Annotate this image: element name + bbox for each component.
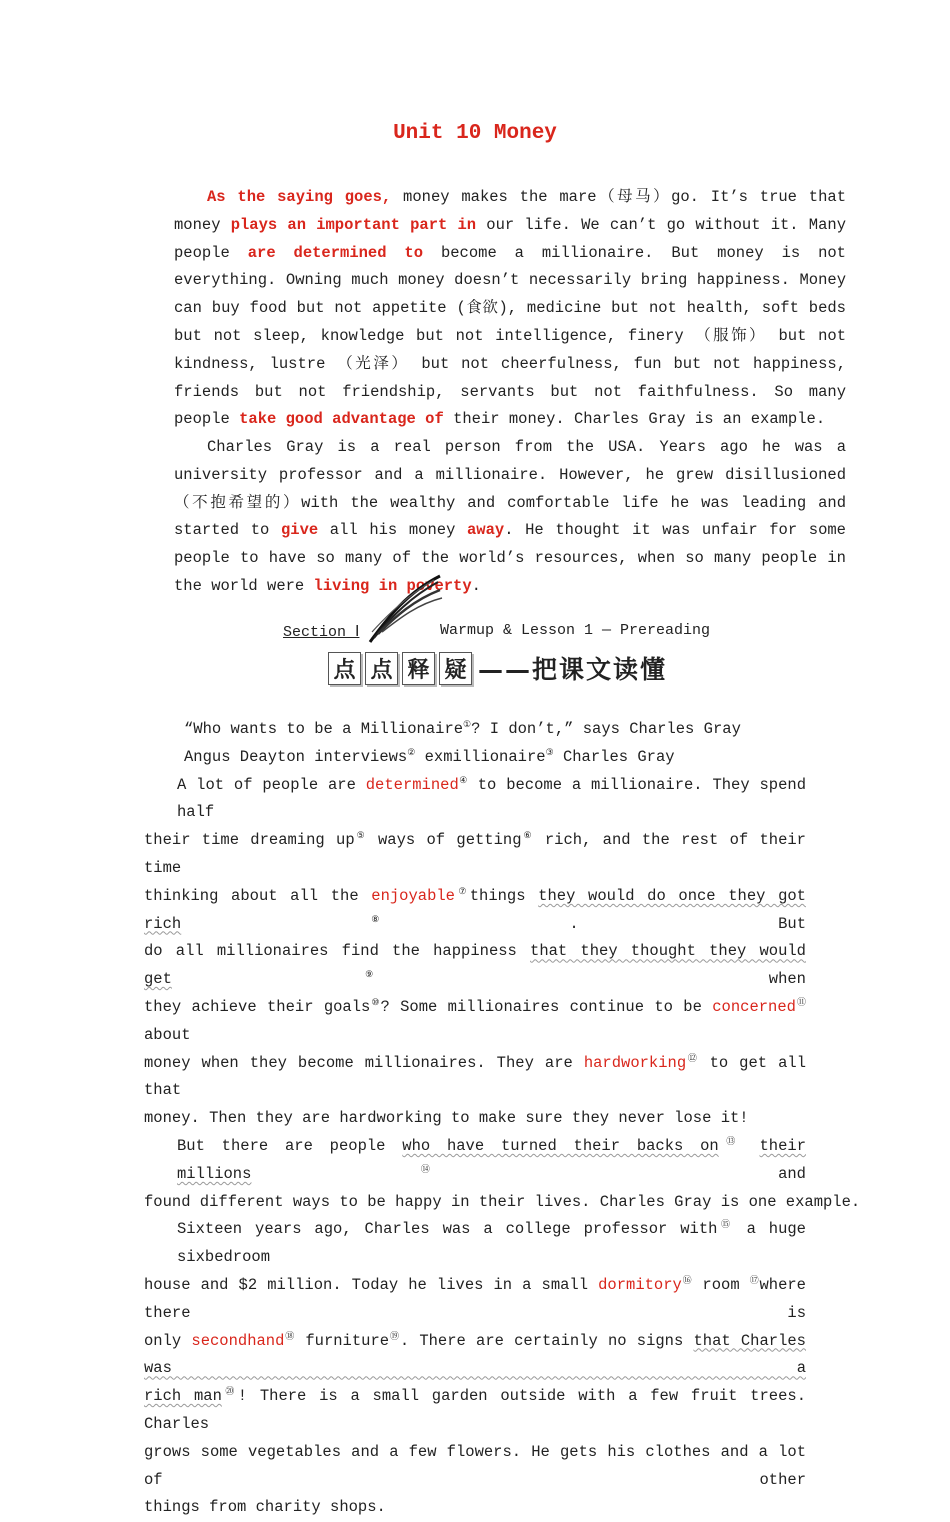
reading-line	[144, 1189, 861, 1217]
highlighted-phrase: away	[466, 521, 505, 540]
text-run: when	[566, 970, 806, 989]
annotation-number: ⑳	[221, 1386, 238, 1397]
text-run: furniture	[295, 1331, 390, 1350]
text-run: our life. We can’t go without it. Many people	[174, 215, 846, 262]
text-run: money when they become millionaires. They are	[144, 1053, 584, 1072]
text-run: room	[692, 1275, 750, 1294]
section-heading	[283, 622, 711, 641]
annotation-number: ⑱	[284, 1331, 296, 1342]
annotation-number: ⑮	[717, 1220, 734, 1231]
text-run: “Who wants to be a Millionaire	[184, 720, 464, 738]
reading-line	[144, 1328, 806, 1384]
reading-line	[144, 1133, 806, 1189]
intro-paragraph-1	[174, 184, 846, 434]
text-run: ? Some millionaires continue to be	[380, 997, 713, 1016]
text-run: become a millionaire. But money is not everything. Owning much money doesn’t necessarily bring happiness. Money can buy food but not appetite (食欲), medicine but not health, soft beds but not sleep, knowledge but not intelligence, finery （服饰） but not kindness, lustre （光泽） but not cheerfulness, fun but not happiness, friends but not friendship, servants but not faithfulness. So many people	[174, 243, 846, 429]
banner-text: ——把课文读懂	[478, 655, 668, 684]
annotation-number: ⑰	[749, 1275, 760, 1286]
annotation-number: ④	[458, 775, 468, 786]
highlighted-phrase: living in poverty	[313, 576, 472, 595]
annotation-number: ⑥	[521, 831, 534, 842]
highlighted-phrase: give	[280, 521, 319, 540]
annotation-number: ⑫	[686, 1053, 699, 1064]
annotation-number: ⑩	[370, 997, 381, 1008]
text-run: A lot of people are	[177, 775, 366, 794]
annotation-number: ③	[545, 747, 554, 758]
annotation-number: ⑬	[718, 1136, 743, 1147]
text-run: grows some vegetables and a few flowers. He gets his clothes and a lot of other	[144, 1442, 806, 1489]
text-run: .	[471, 576, 481, 595]
text-run: do all millionaires find the happiness	[144, 942, 531, 961]
highlighted-phrase: determined	[365, 775, 459, 794]
reading-line	[144, 1439, 806, 1495]
annotation-number: ⑦	[454, 886, 470, 897]
text-run: things	[469, 886, 539, 905]
section-label: Section Ⅰ	[283, 624, 360, 641]
text-run: things from charity shops.	[144, 1498, 386, 1517]
reading-line	[144, 883, 806, 939]
reading-line	[144, 744, 806, 772]
annotation-number: ②	[407, 747, 416, 758]
text-run: their time dreaming up	[144, 831, 355, 850]
text-run: ! There is a small garden outside with a few fruit trees. Charles	[144, 1387, 806, 1433]
text-run: money. Then they are hardworking to make sure they never lose it!	[144, 1109, 749, 1128]
highlighted-phrase: hardworking	[583, 1053, 687, 1072]
unit-title: Unit 10 Money	[393, 122, 557, 145]
highlighted-phrase: they would do once they got rich	[144, 886, 806, 933]
reading-line	[144, 1216, 806, 1272]
highlighted-phrase: As the saying goes,	[207, 188, 392, 206]
highlighted-phrase: enjoyable	[371, 886, 455, 905]
annotation-number: ⑨	[171, 970, 567, 981]
text-run: all his money	[318, 521, 467, 540]
text-run: thinking about all the	[144, 886, 372, 905]
banner-heading	[328, 650, 667, 686]
highlighted-phrase: take good advantage of	[239, 410, 444, 429]
text-run: . He thought it was unfair for some people to have so many of the world’s resources, when so many people in the world were	[174, 521, 846, 595]
highlighted-phrase: secondhand	[191, 1331, 285, 1350]
brush-stroke-decoration	[368, 572, 443, 644]
reading-line	[144, 1105, 806, 1133]
text-run: ways of getting	[366, 831, 522, 850]
text-run: money makes the mare（母马）go. It’s true that money	[174, 188, 846, 234]
annotation-number: ①	[463, 719, 472, 730]
reading-line	[144, 1272, 806, 1328]
highlighted-phrase: plays an important part in	[230, 215, 477, 234]
text-run: they achieve their goals	[144, 997, 371, 1016]
annotation-number: ⑧	[181, 914, 570, 925]
text-run: to get all that	[144, 1053, 806, 1100]
highlighted-phrase: that Charles was a	[144, 1331, 806, 1378]
reading-line	[144, 716, 806, 744]
annotation-number: ⑪	[795, 997, 806, 1008]
banner-char-3: 释	[402, 652, 435, 685]
highlighted-phrase: dormitory	[598, 1275, 682, 1294]
text-run: . There are certainly no signs	[399, 1331, 694, 1350]
highlighted-phrase: who have turned their backs on	[402, 1136, 719, 1155]
text-run: Charles Gray	[553, 747, 675, 766]
text-run: to become a millionaire. They spend half	[177, 775, 806, 822]
text-run: . But	[569, 914, 806, 933]
highlighted-phrase: are determined to	[247, 243, 424, 262]
highlighted-phrase: that they thought they would get	[144, 942, 806, 989]
annotation-number: ⑯	[681, 1275, 693, 1286]
highlighted-phrase: their millions	[177, 1136, 806, 1183]
reading-line	[144, 994, 806, 1050]
text-run: Angus Deayton interviews	[184, 747, 408, 766]
highlighted-phrase: concerned	[712, 997, 796, 1016]
reading-line	[144, 938, 806, 994]
text-run: a huge sixbedroom	[177, 1220, 806, 1267]
text-run	[743, 1137, 760, 1155]
text-run: Sixteen years ago, Charles was a college professor with	[177, 1220, 718, 1239]
text-run: where there is	[144, 1275, 806, 1322]
banner-char-2: 点	[365, 652, 398, 685]
text-run: rich, and the rest of their time	[144, 831, 806, 877]
text-run: Charles Gray is a real person from the USA. Years ago he was a university professor and a millionaire. However, he grew disillusioned（不抱希望的）with the wealthy and comfortable life he was leading and started to	[174, 438, 846, 540]
text-run: their money. Charles Gray is an example.	[443, 410, 826, 429]
reading-line	[144, 1383, 806, 1439]
reading-text	[144, 716, 861, 1522]
text-run: house and $2 million. Today he lives in a small	[144, 1275, 599, 1294]
annotation-number: ⑲	[389, 1331, 400, 1342]
intro-paragraph-2	[174, 434, 846, 601]
text-run: only	[144, 1331, 192, 1350]
text-run: found different ways to be happy in their lives. Charles Gray is one example.	[144, 1192, 861, 1211]
text-run: about	[144, 1025, 191, 1044]
annotation-number: ⑤	[354, 831, 367, 842]
text-run: But there are people	[177, 1136, 403, 1155]
reading-line	[144, 1050, 806, 1106]
text-run: exmillionaire	[415, 747, 546, 766]
text-run: ? I don’t,” says Charles Gray	[471, 720, 741, 738]
annotation-number: ⑭	[251, 1164, 600, 1175]
section-subtitle: Warmup & Lesson 1 — Prereading	[440, 622, 711, 639]
reading-line	[144, 1494, 806, 1522]
reading-line	[144, 772, 806, 828]
banner-char-1: 点	[328, 652, 361, 685]
text-run: and	[599, 1164, 806, 1183]
banner-char-4: 疑	[439, 652, 472, 685]
reading-line	[144, 827, 806, 883]
highlighted-phrase: rich man	[144, 1387, 222, 1406]
